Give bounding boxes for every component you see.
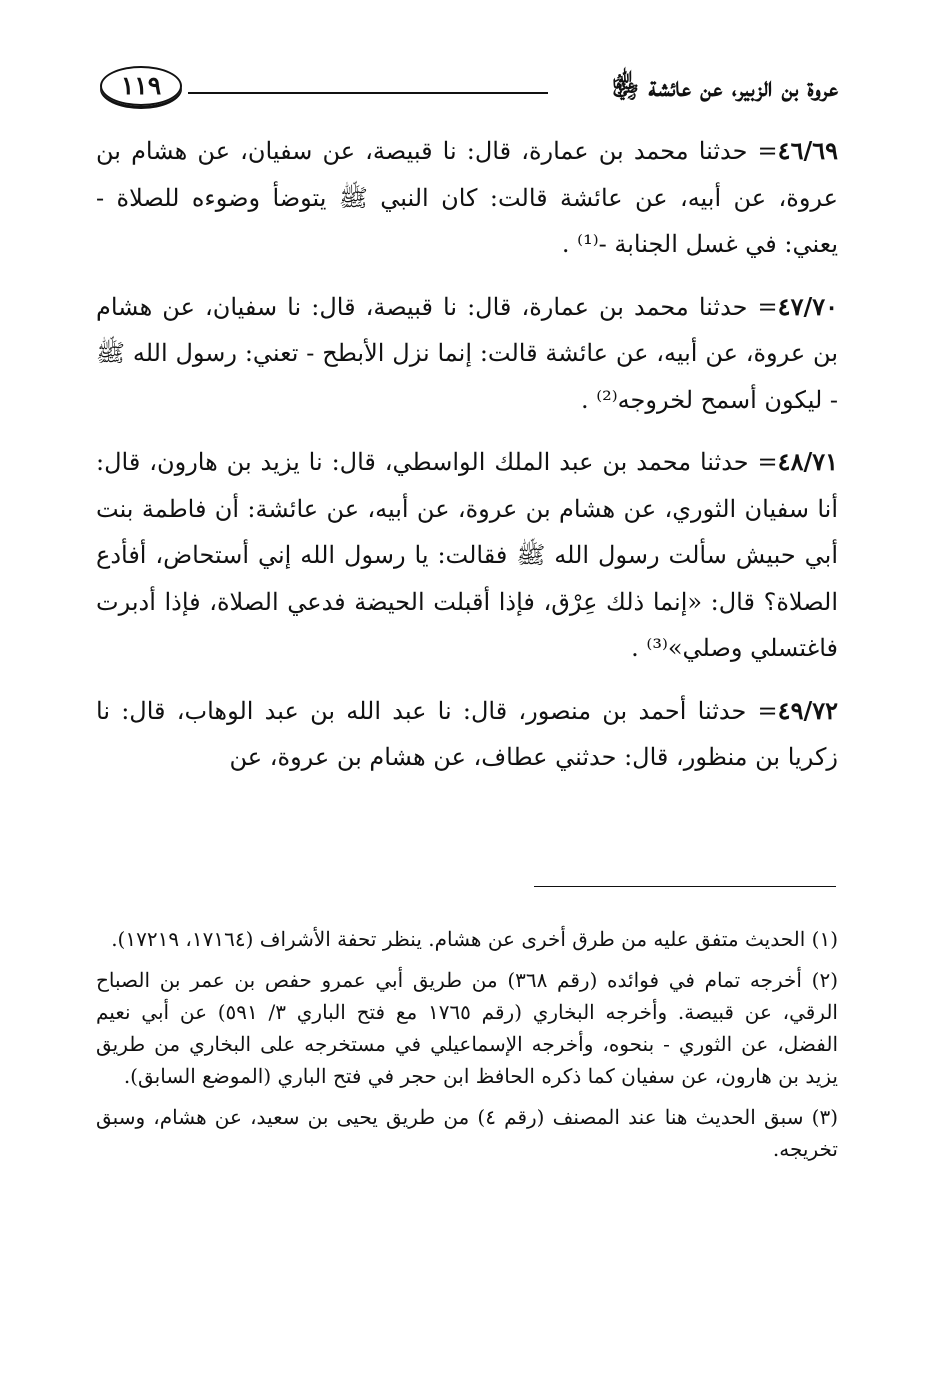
page-number: ١١٩	[100, 66, 182, 106]
running-title: عروة بن الزبير، عن عائشة ﵂	[611, 72, 838, 103]
header-rule	[188, 92, 548, 94]
hadith-text: = حدثنا أحمد بن منصور، قال: نا عبد الله بن عبد الوهاب، قال: نا زكريا بن منظور، قال: حدثني عطاف، عن هشام بن عروة، عن	[96, 696, 838, 771]
hadith-text: = حدثنا محمد بن عمارة، قال: نا قبيصة، قال: نا سفيان، عن هشام بن عروة، عن أبيه، عن عائشة قالت: إنما نزل الأبطح - تعني: رسول الله ﷺ - ليكون أسمح لخروجه⁽²⁾ .	[96, 292, 838, 414]
footnote: (١) الحديث متفق عليه من طرق أخرى عن هشام. ينظر تحفة الأشراف (١٧١٦٤، ١٧٢١٩).	[111, 927, 838, 951]
hadith-paragraph	[96, 128, 838, 268]
hadith-number: ٤٧/٧٠	[777, 291, 838, 321]
main-text	[96, 128, 838, 781]
hadith-number: ٤٦/٦٩	[777, 136, 838, 165]
footnote: (٢) أخرجه تمام في فوائده (رقم ٣٦٨) من طريق أبي عمرو حفص بن عمر بن الصباح الرقي، عن قبيصة. وأخرجه البخاري (رقم ١٧٦٥ مع فتح الباري ٣/ ٥٩١) عن أبي نعيم الفضل، عن الثوري - بنحوه، وأخرجه الإسماعيلي في مستخرجه على البخاري من طريق يزيد بن هارون، عن سفيان كما ذكره الحافظ ابن حجر في فتح الباري (الموضع السابق).	[96, 968, 838, 1088]
page-header	[96, 62, 838, 118]
hadith-paragraph	[96, 439, 838, 672]
footnote: (٣) سبق الحديث هنا عند المصنف (رقم ٤) من طريق يحيى بن سعيد، عن هشام، وسبق تخريجه.	[96, 1105, 839, 1161]
hadith-paragraph	[96, 284, 838, 424]
hadith-text: = حدثنا محمد بن عبد الملك الواسطي، قال: نا يزيد بن هارون، قال: أنا سفيان الثوري، عن هشام بن عروة، عن أبيه، عن عائشة: أن فاطمة بنت أبي حبيش سألت رسول الله ﷺ فقالت: يا رسول الله إني أستحاض، أفأدع الصلاة؟ قال: «إنما ذلك عِرْق، فإذا أقبلت الحيضة فدعي الصلاة، فإذا أدبرت فاغتسلي وصلي»⁽³⁾ .	[96, 448, 839, 662]
footnotes	[96, 923, 838, 1165]
hadith-number: ٤٨/٧١	[777, 447, 838, 476]
hadith-number: ٤٩/٧٢	[777, 695, 838, 725]
hadith-text: = حدثنا محمد بن عمارة، قال: نا قبيصة، عن سفيان، عن هشام بن عروة، عن أبيه، عن عائشة قالت: كان النبي ﷺ يتوضأ وضوءه للصلاة - يعني: في غسل الجنابة -⁽¹⁾ .	[96, 137, 838, 258]
footnote-separator	[534, 886, 836, 887]
hadith-paragraph	[96, 688, 838, 781]
